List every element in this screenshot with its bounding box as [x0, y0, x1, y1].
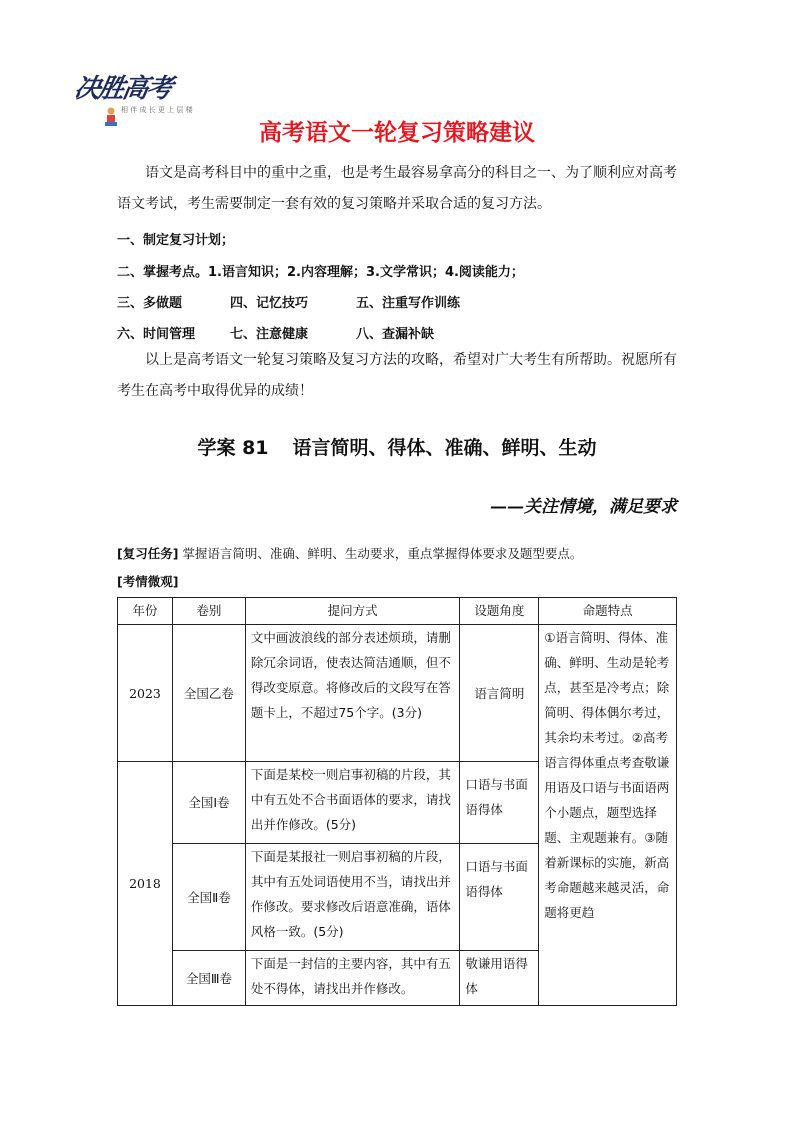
- cell-paper: 全国乙卷: [172, 625, 245, 762]
- exam-overview-label: [考情微观]: [117, 574, 179, 589]
- strategy-line-3: [117, 292, 460, 311]
- cell-angle: 语言简明: [460, 625, 539, 762]
- cell-question: 下面是一封信的主要内容，其中有五处不得体，请找出并作修改。: [245, 951, 460, 1006]
- logo-subtitle: 相 伴 成 长 更 上 层 楼: [121, 106, 193, 114]
- cell-angle: 口语与书面语得体: [460, 762, 539, 844]
- lesson-subtitle: ——关注情境，满足要求: [490, 497, 677, 517]
- cell-features: ①语言简明、得体、准确、鲜明、生动是轮考点，甚至是冷考点；除简明、得体偶尔考过，其余均未考过。②高考语言得体重点考查敬谦用语及口语与书面语两个小题点，题型选择题、主观题兼有。③随着新课标的实施，新高考命题越来越灵活，命题将更趋: [539, 625, 677, 1006]
- exam-table: [117, 597, 677, 1006]
- header-features: 命题特点: [539, 598, 677, 625]
- cell-angle: 口语与书面语得体: [460, 844, 539, 951]
- cell-paper: 全国Ⅲ卷: [172, 951, 245, 1006]
- header-paper: 卷别: [172, 598, 245, 625]
- table-header-row: [118, 598, 677, 625]
- cell-angle: 敬谦用语得体: [460, 951, 539, 1006]
- header-question: 提问方式: [245, 598, 460, 625]
- strategy-item: 八、查漏补缺: [356, 327, 435, 342]
- cell-question: 下面是某报社一则启事初稿的片段，其中有五处词语使用不当，请找出并作修改。要求修改后语意准确，语体风格一致。(5分): [245, 844, 460, 951]
- cell-year: 2018: [118, 762, 173, 1006]
- header-angle: 设题角度: [460, 598, 539, 625]
- logo-text: 决胜高考: [71, 74, 174, 104]
- conclusion-paragraph: 以上是高考语文一轮复习策略及复习方法的攻略，希望对广大考生有所帮助。祝愿所有考生在高考中取得优异的成绩！: [117, 352, 677, 399]
- header-year: 年份: [118, 598, 173, 625]
- strategy-item: 五、注重写作训练: [356, 296, 461, 311]
- strategy-item: 七、注意健康: [230, 327, 309, 342]
- cell-paper: 全国Ⅱ卷: [172, 844, 245, 951]
- review-task-label: [复习任务]: [117, 546, 179, 561]
- page-title: 高考语文一轮复习策略建议: [259, 120, 535, 146]
- strategy-item: 三、多做题: [117, 296, 183, 311]
- strategy-item: 六、时间管理: [117, 327, 196, 342]
- lesson-title: 语言简明、得体、准确、鲜明、生动: [292, 437, 597, 459]
- cell-year: 2023: [118, 625, 173, 762]
- strategy-item: 四、记忆技巧: [230, 296, 309, 311]
- lesson-number: 学案 81: [197, 437, 269, 459]
- table-row: [118, 625, 677, 762]
- strategy-line-1: 一、制定复习计划；: [117, 233, 235, 248]
- review-task-text: 掌握语言简明、准确、鲜明、生动要求，重点掌握得体要求及题型要点。: [182, 546, 583, 561]
- lesson-heading: [0, 433, 794, 460]
- cell-question: 下面是某校一则启事初稿的片段，其中有五处不合书面语体的要求，请找出并作修改。(5分): [245, 762, 460, 844]
- review-task: [117, 544, 582, 562]
- intro-paragraph: 语文是高考科目中的重中之重，也是考生最容易拿高分的科目之一、为了顺利应对高考语文考试，考生需要制定一套有效的复习策略并采取合适的复习方法。: [117, 165, 677, 212]
- cell-paper: 全国Ⅰ卷: [172, 762, 245, 844]
- strategy-line-2: 二、掌握考点。1.语言知识；2.内容理解；3.文学常识；4.阅读能力；: [117, 265, 524, 280]
- cell-question: 文中画波浪线的部分表述烦琐，请删除冗余词语，使表达简洁通顺，但不得改变原意。将修改后的文段写在答题卡上，不超过75个字。(3分): [245, 625, 460, 762]
- strategy-line-4: [117, 323, 434, 342]
